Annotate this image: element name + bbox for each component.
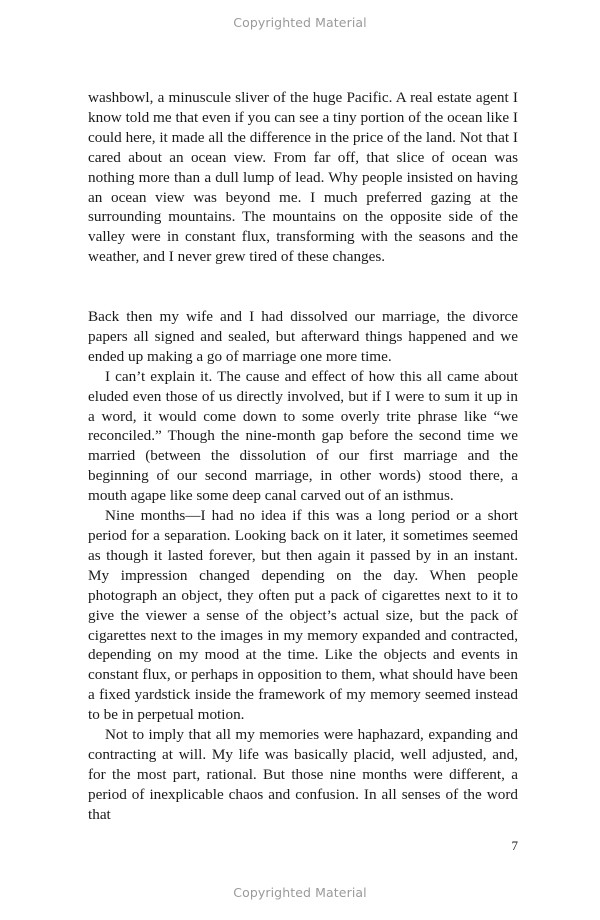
paragraph: Nine months—I had no idea if this was a long period or a short period for a separation. Looking back on it later, it sometimes seemed as though it lasted forever, but then again it passed by in an instant. My impression changed depending on the day. When people photograph an object, they often put a pack of cigarettes next to it to give the viewer a sense of the object’s actual size, but the pack of cigarettes next to the images in my memory expanded and contracted, depending on my mood at the time. Like the objects and events in constant flux, or perhaps in opposition to them, what should have been a fixed yardstick inside the framework of my memory seemed instead to be in perpetual motion. [88,507,518,724]
paragraph: Back then my wife and I had dissolved our marriage, the divorce papers all signed and sealed, but afterward things happened and we ended up making a go of marriage one more time. [88,308,518,365]
page-number: 7 [511,838,518,853]
paragraph: washbowl, a minuscule sliver of the huge Pacific. A real estate agent I know told me that even if you can see a tiny portion of the ocean like I could here, it made all the difference in the price of the land. Not that I cared about an ocean view. From far off, that slice of ocean was nothing more than a dull lump of lead. Why people insisted on having an ocean view was beyond me. I much preferred gazing at the surrounding mountains. The mountains on the opposite side of the valley were in constant flux, transforming with the seasons and the weather, and I never grew tired of these changes. [88,89,518,266]
copyright-watermark-bottom: Copyrighted Material [233,885,367,900]
text-block-main [88,307,518,825]
paragraph: I can’t explain it. The cause and effect of how this all came about eluded even those of us directly involved, but if I were to sum it up in a word, it would come down to some overly trite phrase like “we reconciled.” Though the nine-month gap before the second time we married (between the dissolution of our first marriage and the beginning of our second marriage, in other words) stood there, a mouth agape like some deep canal carved out of an isthmus. [88,367,518,505]
copyright-watermark-top: Copyrighted Material [233,15,367,30]
paragraph: Not to imply that all my memories were haphazard, expanding and contracting at will. My life was basically placid, well adjusted, and, for the most part, rational. But those nine months were different, a period of inexplicable chaos and confusion. In all senses of the word that [88,726,518,823]
text-block-top [88,88,518,267]
